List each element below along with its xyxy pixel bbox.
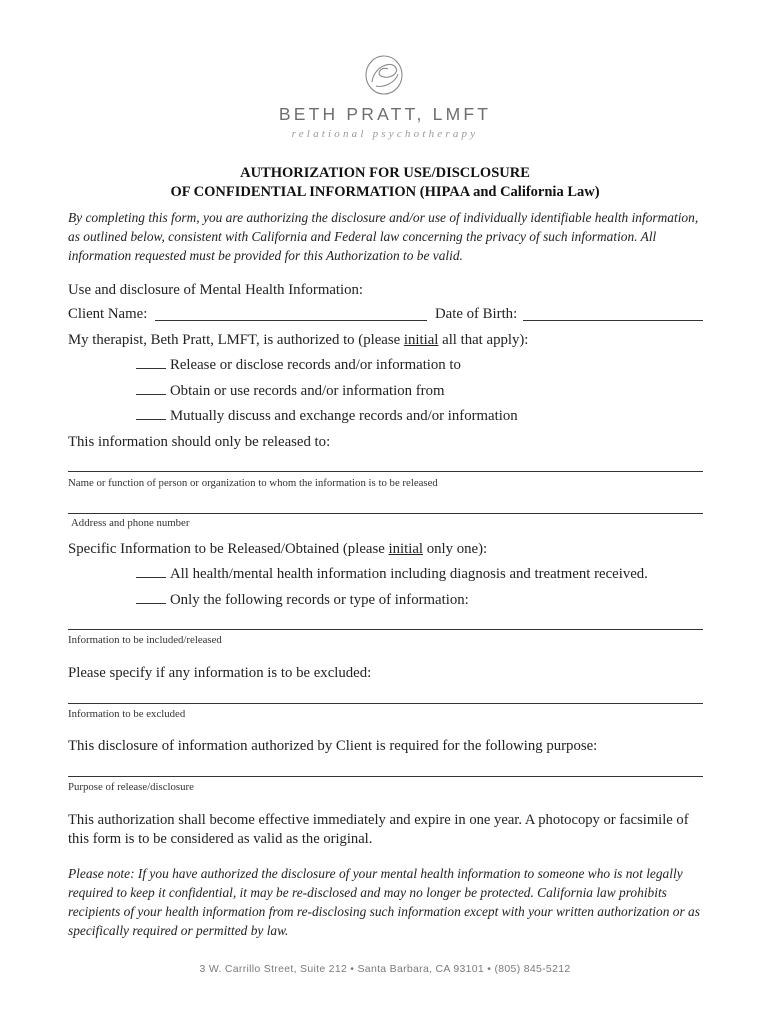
brand-tagline: relational psychotherapy: [291, 128, 479, 140]
initial-field-only[interactable]: [136, 593, 166, 604]
form-title-line-1: AUTHORIZATION FOR USE/DISCLOSURE: [240, 165, 530, 181]
client-name-label: Client Name:: [68, 306, 148, 322]
option-mutual: [136, 408, 518, 425]
option-mutual-label: Mutually discuss and exchange records and/or information: [170, 408, 518, 424]
therapist-authorization-text: [68, 332, 528, 349]
included-info-field[interactable]: [68, 629, 703, 630]
option-release: [136, 357, 461, 374]
please-note-paragraph: Please note: If you have authorized the disclosure of your mental health information to someone who is not legally required to keep it confidential, it may be re-disclosed and may no longer be protected. California law prohibits recipients of your health information from re-disclosing such information except with your written authorization or as specifically required or permitted by law.: [68, 866, 700, 938]
excluded-info-field[interactable]: [68, 703, 703, 704]
option-obtain-label: Obtain or use records and/or information from: [170, 383, 445, 399]
intro-paragraph: By completing this form, you are authorizing the disclosure and/or use of individually identifiable health information, as outlined below, consistent with California and Federal law concerning the privacy of such information. All information requested must be provided for this Authorization to be valid.: [68, 210, 699, 263]
initial-field-all[interactable]: [136, 567, 166, 578]
initial-field-mutual[interactable]: [136, 409, 166, 420]
initial-word: initial: [403, 332, 439, 348]
purpose-field[interactable]: [68, 776, 703, 777]
dob-field[interactable]: [523, 320, 703, 321]
option-obtain: [136, 383, 445, 400]
use-disclosure-heading: Use and disclosure of Mental Health Information:: [68, 282, 364, 298]
specific-prefix: Specific Information to be Released/Obtained (please: [68, 541, 389, 557]
dob-label: Date of Birth:: [435, 306, 518, 322]
option-only-following: [136, 592, 469, 609]
option-release-label: Release or disclose records and/or information to: [170, 357, 461, 373]
initial-field-obtain[interactable]: [136, 384, 166, 395]
option-only-label: Only the following records or type of information:: [170, 592, 469, 608]
recipient-address-field[interactable]: [68, 513, 703, 514]
specific-suffix: only one):: [423, 541, 488, 557]
form-title-line-2: OF CONFIDENTIAL INFORMATION (HIPAA and California Law): [170, 184, 600, 200]
option-all-label: All health/mental health information including diagnosis and treatment received.: [170, 566, 648, 582]
included-info-caption: Information to be included/released: [68, 634, 222, 646]
client-name-field[interactable]: [155, 320, 427, 321]
recipient-address-caption: Address and phone number: [71, 517, 190, 529]
purpose-caption: Purpose of release/disclosure: [68, 781, 194, 793]
swirl-logo-icon: [354, 52, 414, 98]
excluded-info-caption: Information to be excluded: [68, 708, 186, 720]
effective-paragraph: This authorization shall become effective immediately and expire in one year. A photocopy or facsimile of this form is to be considered as valid as the original.: [68, 812, 689, 847]
specific-initial-word: initial: [388, 541, 424, 557]
recipient-heading: This information should only be released to:: [68, 434, 331, 450]
excluded-heading: Please specify if any information is to be excluded:: [68, 665, 372, 681]
recipient-name-caption: Name or function of person or organization to whom the information is to be released: [68, 477, 438, 489]
specific-info-heading: [68, 541, 487, 558]
brand-name: BETH PRATT, LMFT: [278, 104, 492, 124]
recipient-name-field[interactable]: [68, 471, 703, 472]
therapist-prefix: My therapist, Beth Pratt, LMFT, is authorized to (please: [68, 332, 404, 348]
option-all-info: [136, 566, 648, 583]
purpose-heading: This disclosure of information authorized by Client is required for the following purpose:: [68, 738, 598, 754]
therapist-suffix: all that apply):: [438, 332, 529, 348]
footer-address: 3 W. Carrillo Street, Suite 212 • Santa Barbara, CA 93101 • (805) 845-5212: [199, 963, 571, 975]
initial-field-release[interactable]: [136, 358, 166, 369]
